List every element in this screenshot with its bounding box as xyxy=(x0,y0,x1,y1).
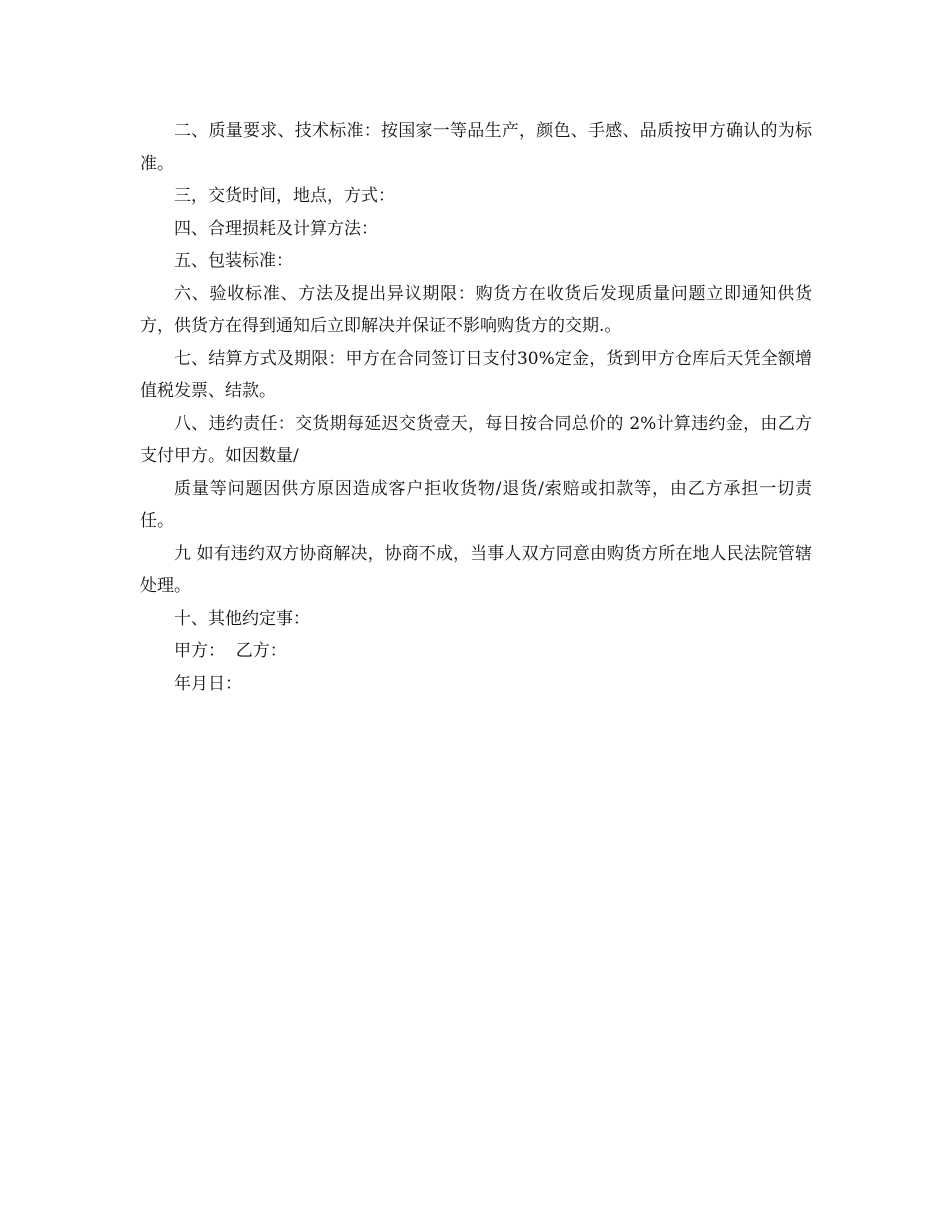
clause-dispute: 九 如有违约双方协商解决，协商不成，当事人双方同意由购货方所在地人民法院管辖处理。 xyxy=(140,543,812,596)
clause-settlement: 七、结算方式及期限：甲方在合同签订日支付30%定金，货到甲方仓库后天凭全额增值税发票、结款。 xyxy=(140,348,812,401)
document-body xyxy=(140,115,812,700)
signature-date: 年月日： xyxy=(174,673,242,694)
clause-quality: 二、质量要求、技术标准：按国家一等品生产，颜色、手感、品质按甲方确认的为标准。 xyxy=(140,121,812,174)
clause-breach-continued: 质量等问题因供方原因造成客户拒收货物/退货/索赔或扣款等，由乙方承担一切责任。 xyxy=(140,478,812,531)
clause-other: 十、其他约定事： xyxy=(174,608,310,629)
clause-acceptance: 六、验收标准、方法及提出异议期限：购货方在收货后发现质量问题立即通知供货方，供货方在得到通知后立即解决并保证不影响购货方的交期.。 xyxy=(140,283,812,336)
clause-breach: 八、违约责任：交货期每延迟交货壹天，每日按合同总价的 2%计算违约金，由乙方支付甲方。如因数量/ xyxy=(140,413,812,466)
clause-delivery: 三，交货时间，地点，方式： xyxy=(174,186,395,206)
clause-loss: 四、合理损耗及计算方法： xyxy=(174,218,378,239)
clause-packaging: 五、包装标准： xyxy=(174,251,293,271)
signature-parties: 甲方： 乙方： xyxy=(174,641,287,661)
